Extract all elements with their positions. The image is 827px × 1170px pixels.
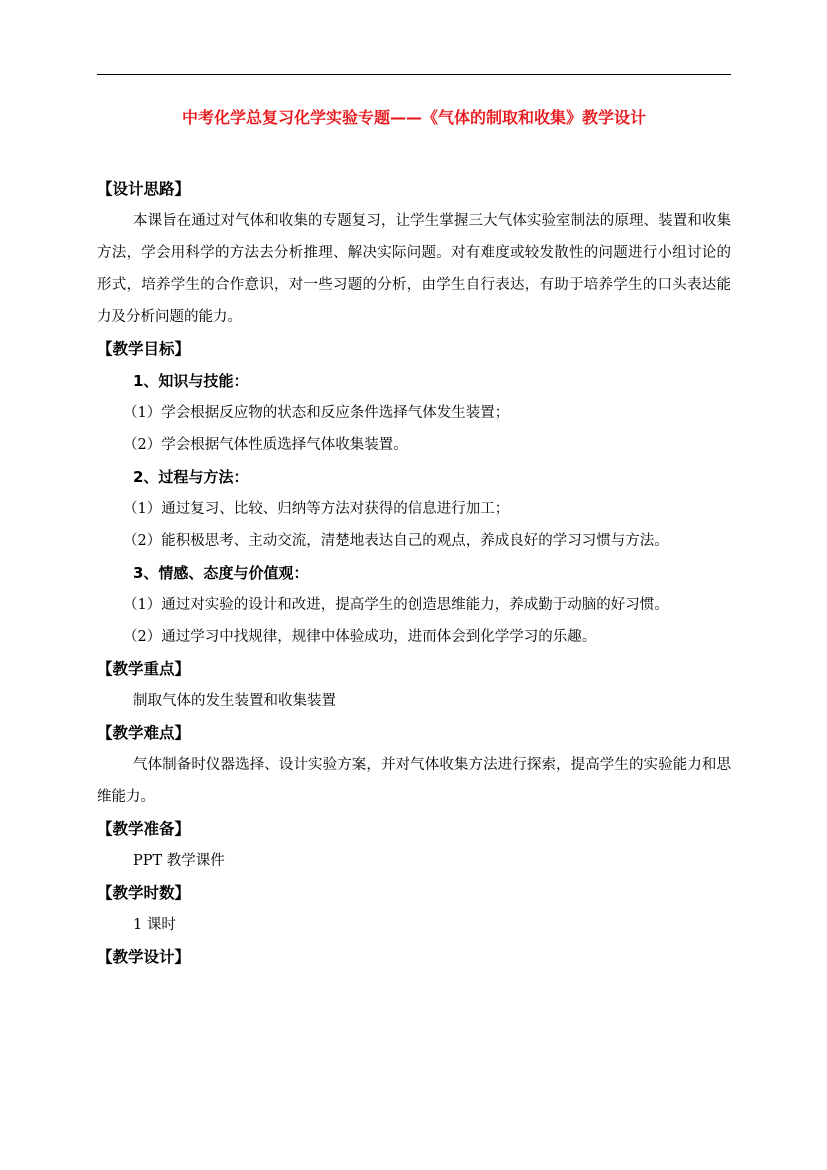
objective-emotion-title: 3、情感、态度与价值观：	[133, 564, 309, 582]
document-title: 中考化学总复习化学实验专题——《气体的制取和收集》教学设计	[181, 108, 646, 127]
objective-knowledge-title: 1、知识与技能：	[133, 372, 249, 390]
key-points-text: 制取气体的发生装置和收集装置	[133, 693, 336, 709]
section-heading-key-points: 【教学重点】	[97, 660, 191, 678]
section-heading-hours: 【教学时数】	[97, 884, 191, 902]
section-heading-design-idea: 【设计思路】	[97, 180, 191, 198]
preparation-text: PPT 教学课件	[133, 853, 225, 869]
design-idea-paragraph: 本课旨在通过对气体和收集的专题复习，让学生掌握三大气体实验室制法的原理、装置和收集方法，学会用科学的方法去分析推理、解决实际问题。对有难度或较发散性的问题进行小组讨论的形式，培养学生的合作意识，对一些习题的分析，由学生自行表达，有助于培养学生的口头表达能力及分析问题的能力。	[97, 213, 731, 325]
section-heading-objectives: 【教学目标】	[97, 340, 191, 358]
header-rule	[97, 74, 731, 75]
section-heading-design: 【教学设计】	[97, 948, 191, 966]
section-heading-preparation: 【教学准备】	[97, 820, 191, 838]
document-body	[97, 173, 731, 973]
section-heading-difficulties: 【教学难点】	[97, 724, 191, 742]
objective-process-title: 2、过程与方法：	[133, 468, 249, 486]
objective-emotion-item: （1）通过对实验的设计和改进，提高学生的创造思维能力，养成勤于动脑的好习惯。	[123, 597, 669, 613]
objective-knowledge-item: （1）学会根据反应物的状态和反应条件选择气体发生装置；	[123, 405, 510, 421]
objective-process-item: （1）通过复习、比较、归纳等方法对获得的信息进行加工；	[123, 501, 510, 517]
difficulties-paragraph: 气体制备时仪器选择、设计实验方案，并对气体收集方法进行探索，提高学生的实验能力和思维能力。	[97, 757, 731, 805]
objective-emotion-item: （2）通过学习中找规律，规律中体验成功，进而体会到化学学习的乐趣。	[123, 629, 597, 645]
objective-process-item: （2）能积极思考、主动交流，清楚地表达自己的观点，养成良好的学习习惯与方法。	[123, 533, 669, 549]
hours-text: 1 课时	[133, 917, 176, 933]
objective-knowledge-item: （2）学会根据气体性质选择气体收集装置。	[123, 437, 408, 453]
